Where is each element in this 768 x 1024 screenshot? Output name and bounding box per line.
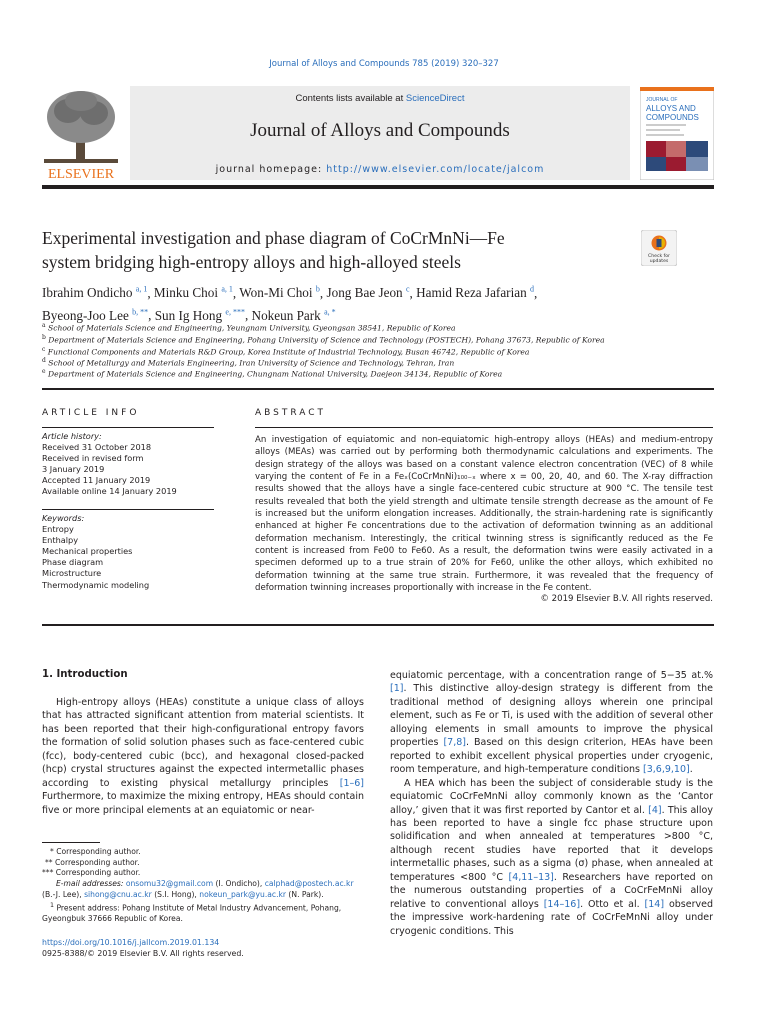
citation-link[interactable]: [1–6] [339,777,364,789]
affiliation: $^e$ Department of Materials Science and Engineering, Chungnam National University, Daejeon 34134, Republic of Korea [42,368,503,379]
article-history [42,431,214,498]
contents-line [130,93,630,104]
history-item: Accepted 11 January 2019 [42,475,151,486]
email-link[interactable]: onsomu32@gmail.com [125,879,214,889]
paragraph: A HEA which has been the subject of considerable study is the equiatomic CoCrFeMnNi alloy commonly known as the ‘Cantor alloy,’ given that it was first reported by Cantor et al. [4]. This alloy has been reported to have a single fcc phase structure upon solidification and when annealed at temperatures >800 °C, although recent studies have reported that it develops intermetallic phases, such as a sigma (σ) phase, when annealed at temperatures <800 °C [4,11–13]. Researchers have reported on the numerous outstanding properties of a CoCrFeMnNi alloy relative to conventional alloys [14–16]. Otto et al. [14] observed the impressive work-hardening rate of CoCrFeMnNi alloy under cryogenic conditions. This [390,777,714,937]
elsevier-logo [38,87,124,182]
svg-text:COMPOUNDS: COMPOUNDS [646,113,699,122]
svg-text:ELSEVIER: ELSEVIER [47,167,115,182]
article-title-line-1: Experimental investigation and phase diagram of CoCrMnNi—Fe [42,228,505,248]
intro-left-column [42,696,364,817]
affiliation: $^b$ Department of Materials Science and Engineering, Pohang University of Science and Technology (POSTECH), Pohang 37673, Republic of Korea [42,334,605,345]
author[interactable]: Won-Mi Choi $^b$ [239,285,320,301]
abstract-rule [255,427,713,428]
svg-text:Check for: Check for [648,254,670,259]
article-info-heading: ARTICLE INFO [42,408,140,418]
citation-link[interactable]: [14] [644,898,665,910]
keyword[interactable]: Entropy [42,524,74,535]
intro-right-column [390,669,713,938]
email-addresses: E-mail addresses: onsomu32@gmail.com (I. Ondicho), calphad@postech.ac.kr (B.-J. Lee), sihong@cnu.ac.kr (S.I. Hong), nokeun_park@yu.ac.kr (N. Park). [42,879,354,899]
svg-text:ALLOYS AND: ALLOYS AND [646,104,696,113]
header-rule [42,185,714,189]
keyword[interactable]: Mechanical properties [42,546,133,557]
check-for-updates-badge[interactable] [641,230,677,266]
paragraph: High-entropy alloys (HEAs) constitute a unique class of alloys that has attracted significant attention from material scientists. It has been reported that their high-configurational entropy favors the formation of solid solution phases such as face-centered cubic (fcc), body-centered cubic (bcc), and hexagonal closed-packed (hcp) crystal structures against the expected intermetallic phases according to existing physical metallurgy principles [1–6] Furthermore, to maximize the mixing entropy, HEAs should contain five or more principal elements at an equiatomic or near- [42,697,364,816]
svg-text:updates: updates [649,259,669,264]
abstract-text: An investigation of equiatomic and non-equiatomic high-entropy alloys (HEAs) and medium-entropy alloys (MEAs) was carried out by performing both thermodynamic calculations and experiments. The design strategy of the alloys was based on a constant valence electron concentration (VEC) of 8 while varying the content of Fe in a Feₓ(CoCrMnNi)₁₀₀₋ₓ where x = 00, 20, 40, and 60. The X-ray diffraction results showed that the alloys have a single face-centered cubic structure at 900 °C. The tensile test results revealed that both the yield strength and ultimate tensile strength decrease as the amount of Fe is increased but the uniform elongation increases. Additionally, the strain-hardening rate is significantly enhanced at higher Fe concentrations due to the activation of deformation twinning as an additional deformation mechanism. Interestingly, the critical twinning stress is significantly reduced as the Fe content is increased from Fe00 to Fe60. As a result, the deformation twins were easily activated in a specimen deformed up to a true strain of 20% for Fe60, unlike the other alloys, which exhibited no deformation twinning at the same true strain. Furthermore, it was revealed that the frequency of deformation twinning increases proportionally with increase in the Fe content. [255,435,714,594]
footnote-rule [42,842,100,843]
affiliation: $^a$ School of Materials Science and Engineering, Yeungnam University, Gyeongsan 38541, Republic of Korea [42,322,456,333]
doi-block [42,938,244,959]
citation-link[interactable]: [3,6,9,10] [643,764,690,776]
citation-link[interactable]: [14–16] [543,898,581,910]
abstract-formula: Feₓ(CoCrMnNi)₁₀₀₋ₓ [394,472,476,483]
history-label: Article history: [42,431,102,441]
article-title-line-2: system bridging high-entropy alloys and high-alloyed steels [42,252,461,272]
keywords [42,513,214,591]
contents-prefix: Contents lists available at [295,93,406,104]
abstract-copyright: © 2019 Elsevier B.V. All rights reserved. [540,594,713,604]
citation-link[interactable]: [1] [390,683,404,695]
author[interactable]: Nokeun Park $^{a, *}$ [251,307,336,323]
author[interactable]: Jong Bae Jeon $^c$ [326,285,410,301]
email-link[interactable]: calphad@postech.ac.kr [264,879,354,889]
author[interactable]: Sun Ig Hong $^{e, ***}$ [154,307,245,323]
email-link[interactable]: nokeun_park@yu.ac.kr [199,889,287,899]
author[interactable]: Byeong-Joo Lee $^{b, **}$ [42,307,149,323]
citation-link[interactable]: [7,8] [443,737,466,749]
email-link[interactable]: sihong@cnu.ac.kr [84,889,152,899]
section-rule [42,624,714,626]
article-info-rule [42,427,214,428]
corresponding-note: *** Corresponding author. [42,868,141,878]
keyword[interactable]: Thermodynamic modeling [42,579,150,590]
doi-link[interactable]: https://doi.org/10.1016/j.jallcom.2019.01.134 [42,938,220,947]
section-rule [42,388,714,390]
citation-link[interactable]: [4,11–13] [508,871,554,883]
history-item: 3 January 2019 [42,464,105,475]
history-item: Received 31 October 2018 [42,442,152,453]
history-item: Received in revised form [42,453,144,464]
corresponding-note: * Corresponding author. [50,847,141,856]
paragraph: equiatomic percentage, with a concentration range of 5−35 at.% [1]. This distinctive alloy-design strategy is different from the traditional method of designing alloys wherein one principal element, such as Fe or Ti, is used with the addition of several other alloying elements in small amounts to improve the physical properties [7,8]. Based on this design criterion, HEAs have been reported to exhibit excellent physical properties under cryogenic, room temperature, and high-temperature conditions [3,6,9,10]. [390,670,714,776]
keyword[interactable]: Microstructure [42,568,102,579]
author-list: Ibrahim Ondicho $^{a, 1}$, Minku Choi $^{a, 1}$, Won-Mi Choi $^b$, Jong Bae Jeon $^c$, Hamid Reza Jafarian $^d$, Byeong-Joo Lee $^{b, **}$, Sun Ig Hong $^{e, ***}$, Nokeun Park $^{a, *}$ [42,285,538,323]
journal-cover-image [640,87,714,180]
affiliation: $^d$ School of Metallurgy and Materials Engineering, Iran University of Science and Technology, Tehran, Iran [42,357,455,368]
keywords-label: Keywords: [42,513,85,523]
issn-line: 0925-8388/© 2019 Elsevier B.V. All rights reserved. [42,948,244,958]
history-item: Available online 14 January 2019 [42,486,177,497]
author[interactable]: Hamid Reza Jafarian $^d$ [416,285,534,301]
keywords-rule [42,509,214,510]
journal-citation[interactable]: Journal of Alloys and Compounds 785 (2019) 320–327 [269,59,499,69]
present-address-note: $^1$ Present address: Pohang Institute of Metal Industry Advancement, Pohang, Gyeongbuk 37666 Republic of Korea. [42,901,342,923]
keyword[interactable]: Phase diagram [42,557,104,568]
author[interactable]: Ibrahim Ondicho $^{a, 1}$ [42,285,148,301]
homepage-link[interactable]: http://www.elsevier.com/locate/jalcom [326,164,545,175]
citation-link[interactable]: [4] [648,804,662,816]
introduction-heading: 1. Introduction [42,669,128,680]
footnotes [42,847,364,924]
homepage-label: journal homepage: [215,164,327,175]
svg-text:JOURNAL OF: JOURNAL OF [646,97,678,103]
author[interactable]: Minku Choi $^{a, 1}$ [153,285,233,301]
keyword[interactable]: Enthalpy [42,535,79,546]
sciencedirect-link[interactable]: ScienceDirect [405,93,465,104]
journal-homepage [130,164,630,175]
affiliation: $^c$ Functional Components and Materials R&D Group, Korea Institute of Industrial Technology, Busan 46742, Republic of Korea [42,346,530,357]
abstract-heading: ABSTRACT [255,408,327,418]
article-title [42,226,602,274]
journal-title: Journal of Alloys and Compounds [250,120,510,141]
corresponding-note: ** Corresponding author. [45,857,140,867]
